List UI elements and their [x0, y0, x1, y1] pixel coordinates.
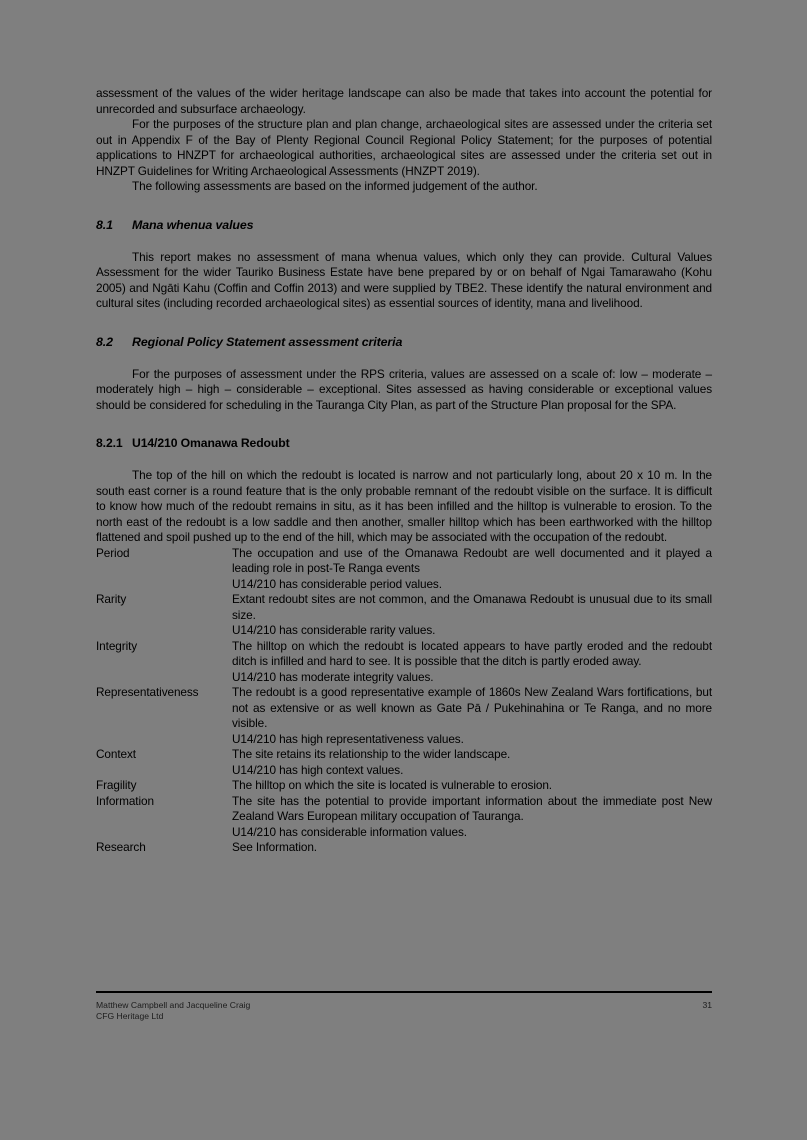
- paragraph-continuation: assessment of the values of the wider heritage landscape can also be made that takes into account the potential for unrecorded and subsurface archaeology.: [96, 86, 712, 116]
- criterion-description: The hilltop on which the site is located is vulnerable to erosion.: [232, 778, 552, 792]
- paragraph-rps-criteria-intro: For the purposes of the structure plan and plan change, archaeological sites are assessed under the criteria set out in Appendix F of the Bay of Plenty Regional Council Regional Policy Statement; for the purposes of potential applications to HNZPT for archaeological authorities, archaeological sites are assessed under the criteria set out in HNZPT Guidelines for Writing Archaeological Assessments (HNZPT 2019).: [96, 117, 712, 178]
- assessment-criteria-table: [96, 546, 712, 856]
- table-row-label: Integrity: [96, 638, 138, 653]
- table-row-value: [232, 778, 712, 794]
- section-heading-8-2-1: [96, 435, 712, 451]
- criterion-description: See Information.: [232, 840, 317, 854]
- paragraph-redoubt-description: The top of the hill on which the redoubt is located is narrow and not particularly long, about 20 x 10 m. In the south east corner is a round feature that is the only probable remnant of the redoubt visible on the surface. It is difficult to know how much of the redoubt remains in situ, as it has been infilled and the hilltop is vulnerable to erosion. To the north east of the redoubt is a low saddle and then another, smaller hilltop which has been earthworked with the hilltop flattened and spoil pushed up to the end of the hill, which may be associated with the occupation of the redoubt.: [96, 468, 712, 544]
- table-row-value: [232, 840, 712, 856]
- criterion-summary: U14/210 has considerable rarity values.: [232, 623, 436, 637]
- criterion-description: The occupation and use of the Omanawa Redoubt are well documented and it played a leading role in post-Te Ranga events: [232, 545, 712, 575]
- table-row-value: [232, 546, 712, 593]
- table-row-value: [232, 747, 712, 778]
- section-heading-8-2: [96, 334, 712, 350]
- section-number: 8.2: [96, 334, 113, 349]
- criterion-description: The redoubt is a good representative example of 1860s New Zealand Wars fortifications, but not as extensive or as well known as Gate Pā / Pukehinahina or Te Ranga, and no more visible.: [232, 685, 712, 730]
- section-title: Mana whenua values: [132, 217, 254, 232]
- section-title: U14/210 Omanawa Redoubt: [132, 436, 290, 450]
- paragraph-informed-judgement: The following assessments are based on the informed judgement of the author.: [132, 179, 538, 193]
- table-row-label: Research: [96, 840, 146, 854]
- section-heading-8-1: [96, 217, 712, 233]
- page-number: 31: [702, 1000, 712, 1010]
- criterion-description: The site retains its relationship to the wider landscape.: [232, 747, 511, 761]
- footer-authors: Matthew Campbell and Jacqueline Craig: [96, 1000, 251, 1010]
- criterion-description: The hilltop on which the redoubt is located appears to have partly eroded and the redoubt ditch is infilled and hard to see. It is possible that the ditch is partly eroded away.: [232, 638, 712, 668]
- section-title: Regional Policy Statement assessment criteria: [132, 334, 403, 349]
- table-row-label: Period: [96, 545, 130, 560]
- table-row-value: [232, 685, 712, 747]
- criterion-summary: U14/210 has considerable information values.: [232, 824, 467, 839]
- criterion-summary: U14/210 has moderate integrity values.: [232, 669, 434, 684]
- criterion-description: Extant redoubt sites are not common, and the Omanawa Redoubt is unusual due to its small size.: [232, 592, 712, 622]
- table-row-value: [232, 794, 712, 841]
- criterion-summary: U14/210 has high representativeness values.: [232, 731, 464, 746]
- table-row-label: Rarity: [96, 592, 127, 606]
- paragraph-mana-whenua: This report makes no assessment of mana whenua values, which only they can provide. Cultural Values Assessment for the wider Tauriko Business Estate have bene prepared by or on behalf of Ngai Tamarawaho (Kohu 2005) and Ngāti Kahu (Coffin and Coffin 2013) and were supplied by TBE2. These identify the natural environment and cultural sites (including recorded archaeological sites) as essential sources of identity, mana and livelihood.: [96, 249, 712, 310]
- criterion-description: The site has the potential to provide important information about the immediate post New Zealand Wars European military occupation of Tauranga.: [232, 793, 712, 823]
- footer-credits: [96, 1000, 250, 1022]
- section-number: 8.2.1: [96, 436, 123, 450]
- page-content: [96, 86, 712, 856]
- criterion-summary: U14/210 has considerable period values.: [232, 576, 442, 591]
- criterion-summary: U14/210 has high context values.: [232, 762, 404, 777]
- page-footer: [96, 991, 712, 1022]
- table-row-value: [232, 639, 712, 686]
- table-row-label: Information: [96, 793, 154, 808]
- footer-company: CFG Heritage Ltd: [96, 1011, 164, 1021]
- section-number: 8.1: [96, 217, 113, 232]
- table-row-label: Representativeness: [96, 685, 199, 699]
- table-row-label: Context: [96, 747, 136, 761]
- table-row-value: [232, 592, 712, 639]
- paragraph-rps-scale: For the purposes of assessment under the RPS criteria, values are assessed on a scale of: low – moderate – moderately high – high – considerable – exceptional. Sites assessed as having considerable or exceptional values should be considered for scheduling in the Tauranga City Plan, as part of the Structure Plan proposal for the SPA.: [96, 366, 712, 412]
- table-row-label: Fragility: [96, 778, 137, 792]
